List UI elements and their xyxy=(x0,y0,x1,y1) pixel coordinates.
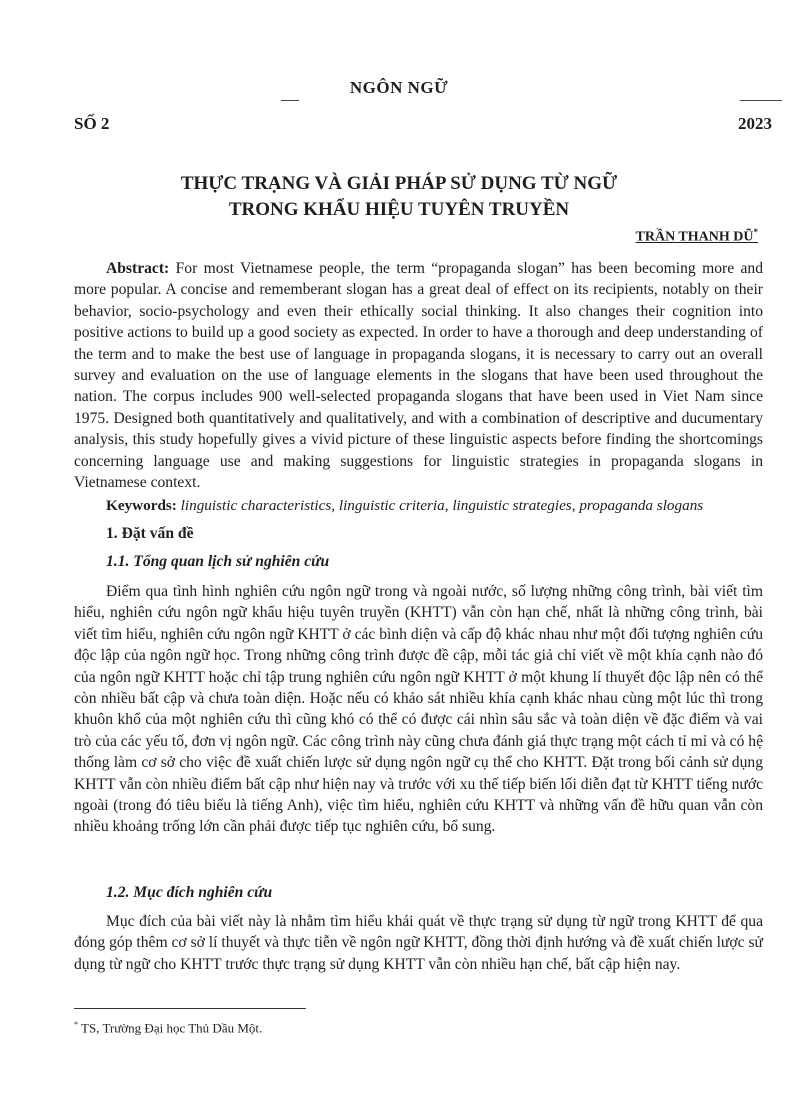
issue-number: SỐ 2 xyxy=(74,114,110,133)
abstract-label: Abstract: xyxy=(106,260,170,277)
footnote-text: TS, Trường Đại học Thủ Dầu Một. xyxy=(81,1020,263,1036)
abstract-text: For most Vietnamese people, the term “propaganda slogan” has been becoming more and more popular. A concise and rememberant slogan has a great deal of effect on its recipients, notably on their behavior, socio-psychology and even their ethically social thinking. It also changes their cognition into positive actions to build up a good society as expected. In order to have a thorough and deep understanding of the term and to make the best use of language in propaganda slogans, it is necessary to carry out an overall survey and evaluation on the use of language elements in the slogans that have been used throughout the nation. The corpus includes 900 well-selected propaganda slogans that have been used in Viet Nam since 1975. Designed both quantitatively and qualitatively, and with a combination of descriptive and ducumentary analysis, this study hopefully gives a vivid picture of these linguistic aspects before finding the shortcomings concerning language use and making suggestions for linguistic strategies in propaganda slogans in Vietnamese context. xyxy=(74,260,764,492)
section-1-1-heading: 1.1. Tổng quan lịch sử nghiên cứu xyxy=(106,553,330,570)
author-name xyxy=(636,227,758,246)
abstract-paragraph xyxy=(74,258,763,493)
title-line-1: THỰC TRẠNG VÀ GIẢI PHÁP SỬ DỤNG TỪ NGỮ xyxy=(180,173,618,194)
section-1-2-paragraph: Mục đích của bài viết này là nhằm tìm hiểu khái quát về thực trạng sử dụng từ ngữ trong KHTT để qua đóng góp thêm cơ sở lí thuyết và thực tiễn về ngôn ngữ KHTT, đồng thời định hướng và đề xuất chiến lược sử dụng từ ngữ cho KHTT trước thực trạng sử dụng KHTT vẫn còn nhiều hạn chế, bất cập hiện nay. xyxy=(74,913,763,973)
footnote xyxy=(74,1020,262,1036)
keywords-label: Keywords: xyxy=(106,497,177,514)
footnote-mark: * xyxy=(74,1020,78,1029)
section-1-heading: 1. Đặt vấn đề xyxy=(106,525,194,542)
issue-year: 2023 xyxy=(738,114,772,133)
section-1-2-body xyxy=(74,911,763,975)
abstract xyxy=(74,258,763,493)
keywords xyxy=(106,495,766,516)
section-1-1-paragraph: Điểm qua tình hình nghiên cứu ngôn ngữ trong và ngoài nước, số lượng những công trình, bài viết tìm hiểu, nghiên cứu ngôn ngữ khẩu hiệu tuyên truyền (KHTT) vẫn còn hạn chế, nhất là những công trình, bài viết tìm hiểu, nghiên cứu ngôn ngữ KHTT ở các bình diện và cấp độ khác nhau như một đối tượng nghiên cứu độc lập của ngôn ngữ học. Trong những công trình được đề cập, mỗi tác giả chỉ viết về một khía cạnh nào đó của ngôn ngữ KHTT hoặc chỉ tập trung nghiên cứu ngôn ngữ KHTT ở một khung lí thuyết độc lập nên có thể còn nhiều bất cập và chưa toàn diện. Hoặc nếu có khảo sát nhiều khía cạnh khác nhau cùng một lúc thì trong khuôn khổ của một nghiên cứu thì cũng khó có thể có được cái nhìn sâu sắc và toàn diện về đặc điểm và vai trò của các yếu tố, đơn vị ngôn ngữ. Các công trình này cũng chưa đánh giá thực trạng một cách tỉ mỉ và có hệ thống làm cơ sở cho việc đề xuất chiến lược sử dụng ngôn ngữ cụ thể cho KHTT. Đặt trong bối cảnh sử dụng KHTT vẫn còn nhiều điểm bất cập như hiện nay và trước với xu thế tiếp biến lối diễn đạt từ KHTT tiếng nước ngoài (trong đó tiêu biểu là tiếng Anh), việc tìm hiểu, nghiên cứu KHTT và những vấn đề hữu quan vẫn còn nhiều khoảng trống lớn cần phải được tiếp tục nghiên cứu, bổ sung. xyxy=(74,583,763,836)
header-rule-right xyxy=(740,100,782,101)
journal-name: NGÔN NGỮ xyxy=(349,78,449,97)
title-line-2: TRONG KHẨU HIỆU TUYÊN TRUYỀN xyxy=(228,199,570,220)
article-title xyxy=(0,171,798,223)
author-name-text: TRẦN THANH DŨ xyxy=(635,229,754,245)
header-rule-left xyxy=(281,100,299,101)
author-footnote-mark: * xyxy=(753,227,758,237)
section-1-2-heading: 1.2. Mục đích nghiên cứu xyxy=(106,884,273,901)
footnote-divider xyxy=(74,1008,306,1009)
keywords-text: linguistic characteristics, linguistic criteria, linguistic strategies, propaganda slogans xyxy=(180,497,704,514)
section-1-1-body xyxy=(74,581,763,838)
